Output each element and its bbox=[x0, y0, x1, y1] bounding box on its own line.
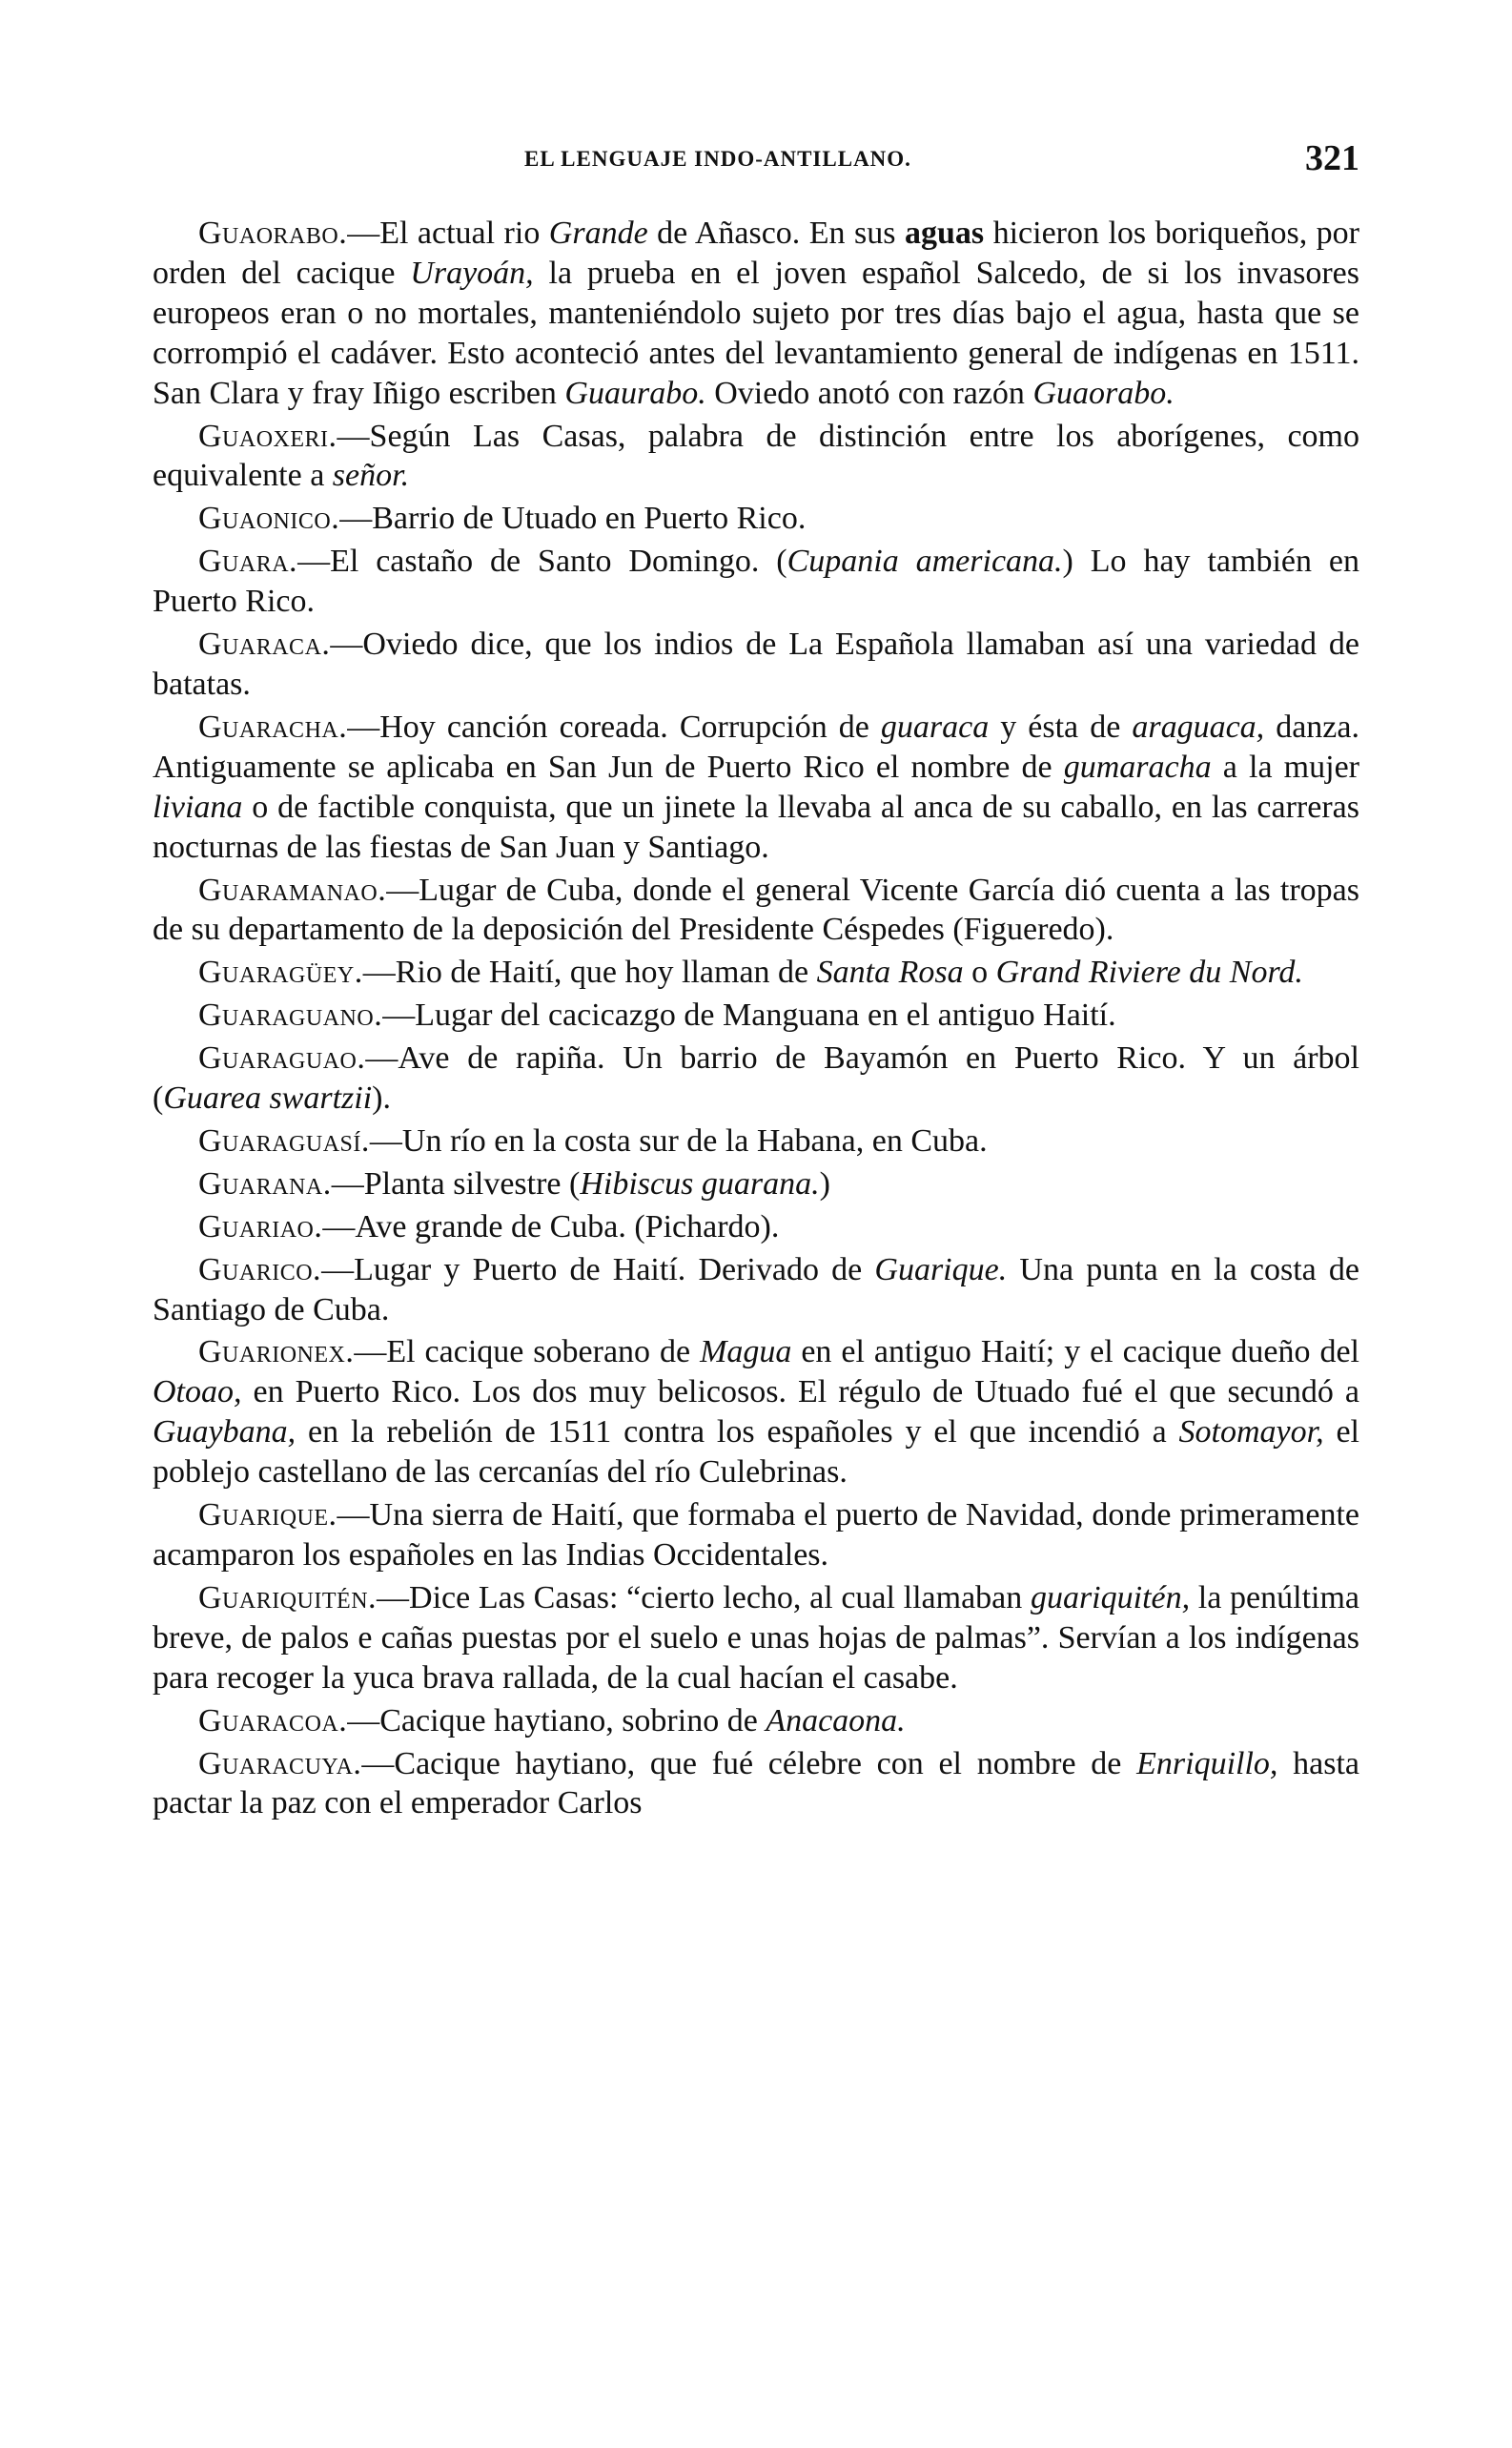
entry-text: —Hoy canción coreada. Corrupción de bbox=[347, 709, 881, 745]
entry-text: danza. Antiguamente se aplicaba en San Jun de Puerto Rico el nombre de bbox=[153, 709, 1359, 785]
italic-term: Cupania americana. bbox=[787, 544, 1063, 580]
dictionary-entry bbox=[153, 1495, 1359, 1575]
entry-text: la penúltima breve, de palos e cañas puestas por el suelo e unas hojas de palmas”. Servían a los indígenas para recoger la yuca brava rallada, de la cual hacían el casabe. bbox=[153, 1579, 1359, 1696]
entry-text: ). bbox=[372, 1080, 391, 1117]
dictionary-entry bbox=[153, 542, 1359, 622]
entry-headword: Guariao. bbox=[198, 1208, 323, 1245]
entry-headword: Guaramanao. bbox=[198, 872, 387, 908]
entry-text: o bbox=[963, 955, 996, 991]
italic-term: Guarea swartzii bbox=[163, 1080, 373, 1117]
entry-text: de Añasco. En sus bbox=[647, 216, 905, 251]
entry-text: —Rio de Haití, que hoy llaman de bbox=[362, 955, 817, 991]
entry-headword: Guaonico. bbox=[198, 501, 340, 537]
entry-headword: Guaragüey. bbox=[198, 955, 363, 991]
entry-text: el poblejo castellano de las cercanías del río Culebrinas. bbox=[153, 1414, 1359, 1491]
italic-term: liviana bbox=[153, 789, 243, 825]
italic-term: Guaorabo. bbox=[1032, 375, 1175, 411]
entry-text: —Dice Las Casas: “cierto lecho, al cual llamaban bbox=[377, 1579, 1031, 1615]
entry-text: hasta pactar la paz con el emperador Carlos bbox=[153, 1745, 1360, 1821]
italic-term: Anacaona. bbox=[766, 1702, 906, 1738]
italic-term: Guarique. bbox=[874, 1251, 1008, 1287]
dictionary-entry bbox=[153, 499, 1359, 539]
entry-headword: Guaracuya. bbox=[198, 1745, 362, 1781]
entry-text: —Cacique haytiano, sobrino de bbox=[347, 1702, 766, 1738]
italic-term: Enriquillo, bbox=[1136, 1745, 1278, 1781]
entry-text: a la mujer bbox=[1211, 749, 1359, 785]
entry-headword: Guarique. bbox=[198, 1497, 337, 1533]
entry-text: Oviedo anotó con razón bbox=[705, 375, 1033, 411]
entry-headword: Guara. bbox=[198, 544, 298, 580]
entry-headword: Guaoxeri. bbox=[198, 418, 337, 454]
entry-text: —Ave de rapiña. Un barrio de Bayamón en Puerto Rico. Y un árbol ( bbox=[153, 1040, 1359, 1117]
entry-text: —Una sierra de Haití, que formaba el puerto de Navidad, donde primeramente acamparon los españoles en las Indias Occidentales. bbox=[153, 1497, 1359, 1573]
entry-text: ) bbox=[819, 1165, 830, 1202]
dictionary-entry bbox=[153, 1332, 1359, 1492]
entry-text: en la rebelión de 1511 contra los españoles y el que incendió a bbox=[296, 1414, 1179, 1450]
entry-text: —Un río en la costa sur de la Habana, en Cuba. bbox=[369, 1122, 988, 1159]
entry-text: —Ave grande de Cuba. (Pichardo). bbox=[322, 1208, 780, 1245]
entry-text: —Lugar del cacicazgo de Manguana en el antiguo Haití. bbox=[382, 998, 1116, 1034]
entry-text: —Según Las Casas, palabra de distinción entre los aborígenes, como equivalente a bbox=[153, 418, 1359, 494]
entry-text: —Barrio de Utuado en Puerto Rico. bbox=[339, 501, 807, 537]
italic-term: Sotomayor, bbox=[1178, 1414, 1324, 1450]
entry-headword: Guaorabo. bbox=[198, 216, 348, 251]
entry-headword: Guaracoa. bbox=[198, 1702, 348, 1738]
entry-text: ) Lo hay también en Puerto Rico. bbox=[153, 544, 1359, 620]
entry-text: y ésta de bbox=[989, 709, 1133, 745]
italic-term: guariquitén, bbox=[1030, 1579, 1191, 1615]
dictionary-entry bbox=[153, 1164, 1359, 1204]
entry-headword: Guaraguasí. bbox=[198, 1122, 370, 1159]
running-title: EL LENGUAJE INDO-ANTILLANO. bbox=[524, 147, 911, 171]
italic-term: señor. bbox=[332, 458, 410, 494]
italic-term: Magua bbox=[700, 1334, 792, 1370]
italic-term: gumaracha bbox=[1063, 749, 1212, 785]
entry-text: o de factible conquista, que un jinete la llevaba al anca de su caballo, en las carreras nocturnas de las fiestas de San Juan y Santiago. bbox=[153, 789, 1359, 865]
dictionary-entry bbox=[153, 1578, 1359, 1698]
entry-text: —Lugar de Cuba, donde el general Vicente García dió cuenta a las tropas de su departamento de la deposición del Presidente Céspedes (Figueredo). bbox=[153, 872, 1359, 948]
italic-term: Santa Rosa bbox=[816, 955, 964, 991]
entry-headword: Guarionex. bbox=[198, 1334, 355, 1370]
dictionary-entry bbox=[153, 996, 1359, 1036]
dictionary-entry bbox=[153, 953, 1359, 993]
bold-text: aguas bbox=[904, 216, 985, 251]
entry-headword: Guarana. bbox=[198, 1165, 332, 1202]
running-head bbox=[153, 138, 1359, 179]
entry-headword: Guarico. bbox=[198, 1251, 322, 1287]
entry-text: —El actual rio bbox=[347, 216, 549, 251]
entry-headword: Guariquitén. bbox=[198, 1579, 378, 1615]
dictionary-entry bbox=[153, 1039, 1359, 1119]
italic-term: Hibiscus guarana. bbox=[580, 1165, 820, 1202]
dictionary-entry bbox=[153, 1250, 1359, 1330]
entry-text: —Lugar y Puerto de Haití. Derivado de bbox=[321, 1251, 875, 1287]
dictionary-body bbox=[153, 214, 1359, 1826]
entry-text: Una punta en la costa de Santiago de Cuba. bbox=[153, 1251, 1360, 1327]
entry-text: hicieron los boriqueños, por orden del cacique bbox=[153, 216, 1359, 291]
entry-text: —Planta silvestre ( bbox=[331, 1165, 581, 1202]
page-number: 321 bbox=[1305, 138, 1359, 178]
dictionary-entry bbox=[153, 1744, 1359, 1824]
italic-term: guaraca bbox=[880, 709, 990, 745]
italic-term: Grand Riviere du Nord. bbox=[995, 955, 1303, 991]
italic-term: Otoao, bbox=[153, 1374, 242, 1410]
italic-term: Guaurabo. bbox=[564, 375, 706, 411]
entry-headword: Guaraguano. bbox=[198, 998, 383, 1034]
dictionary-entry bbox=[153, 708, 1359, 868]
dictionary-entry bbox=[153, 417, 1359, 497]
entry-text: —El cacique soberano de bbox=[354, 1334, 701, 1370]
entry-text: la prueba en el joven español Salcedo, de si los invasores europeos eran o no mortales, manteniéndolo sujeto por tres días bajo el agua, hasta que se corrompió el cadáver. Esto aconteció antes del levantamiento general de indígenas en 1511. San Clara y fray Iñigo escriben bbox=[153, 255, 1359, 411]
dictionary-entry bbox=[153, 1701, 1359, 1741]
entry-headword: Guaraca. bbox=[198, 627, 331, 663]
italic-term: araguaca, bbox=[1132, 709, 1265, 745]
italic-term: Urayoán, bbox=[410, 255, 534, 291]
entry-text: en Puerto Rico. Los dos muy belicosos. El régulo de Utuado fué el que secundó a bbox=[241, 1374, 1359, 1410]
entry-text: —Oviedo dice, que los indios de La Española llamaban así una variedad de batatas. bbox=[153, 627, 1359, 702]
italic-term: Grande bbox=[548, 216, 648, 251]
dictionary-entry bbox=[153, 1207, 1359, 1247]
entry-text: —El castaño de Santo Domingo. ( bbox=[297, 544, 787, 580]
italic-term: Guaybana, bbox=[153, 1414, 296, 1450]
dictionary-entry bbox=[153, 871, 1359, 951]
entry-text: —Cacique haytiano, que fué célebre con el nombre de bbox=[361, 1745, 1137, 1781]
dictionary-entry bbox=[153, 625, 1359, 705]
entry-text: en el antiguo Haití; y el cacique dueño del bbox=[791, 1334, 1360, 1370]
entry-headword: Guaracha. bbox=[198, 709, 348, 745]
dictionary-entry bbox=[153, 1121, 1359, 1162]
dictionary-entry bbox=[153, 214, 1359, 414]
entry-headword: Guaraguao. bbox=[198, 1040, 366, 1077]
